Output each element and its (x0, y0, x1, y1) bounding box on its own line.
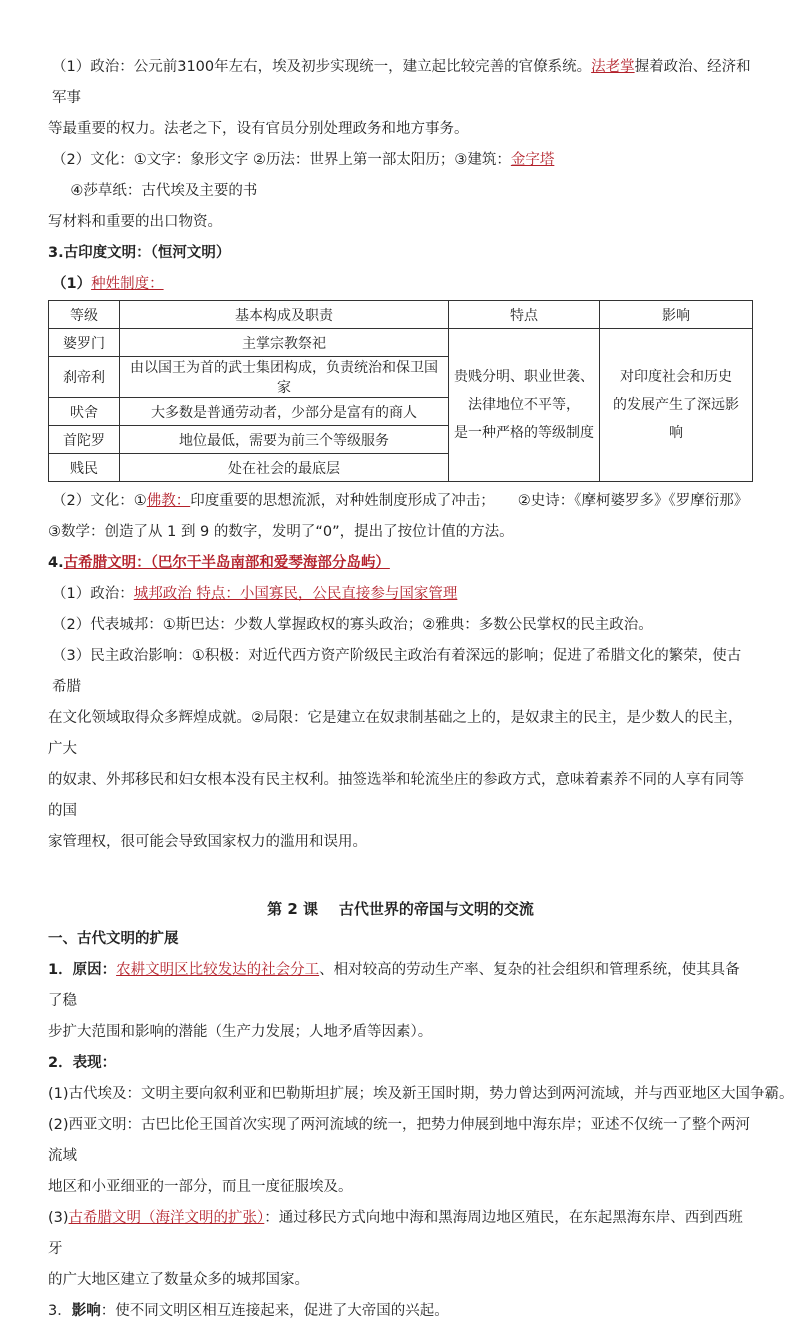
desc-cell: 大多数是普通劳动者，少部分是富有的商人 (120, 398, 449, 426)
impact-text: ：使不同文明区相互连接起来，促进了大帝国的兴起。 (100, 1303, 449, 1319)
greece-heading-num: 4. (48, 555, 64, 571)
greek-text: ：通过移民方式向地中海和黑海周边地区殖民，在东起黑海东岸、西到西班牙 (48, 1210, 743, 1257)
rank-cell: 刹帝利 (49, 357, 120, 398)
egypt-politics-line2: 等最重要的权力。法老之下，设有官员分别处理政务和地方事务。 (48, 121, 469, 137)
greece-democracy-1: （3）民主政治影响：①积极：对近代西方资产阶级民主政治有着深远的影响；促进了希腊文化的繁荣，使古希腊 (52, 648, 742, 695)
impact-cell (600, 329, 753, 482)
rank-cell: 吠舍 (49, 398, 120, 426)
table-row (49, 329, 753, 357)
greece-cities: （2）代表城邦：①斯巴达：少数人掌握政权的寡头政治；②雅典：多数公民掌权的民主政治。 (52, 617, 653, 633)
header-rank: 等级 (49, 301, 120, 329)
greek-expansion (48, 1203, 753, 1265)
impact-line-3: 响 (669, 425, 683, 441)
greece-democracy-2: 在文化领域取得众多辉煌成就。②局限：它是建立在奴隶制基础之上的，是奴隶主的民主，是少数人的民主，广大 (48, 710, 743, 757)
cause-text: 、相对较高的劳动生产率、复杂的社会组织和管理系统，使其具备了稳 (48, 962, 740, 1009)
caste-label (48, 269, 753, 300)
india-culture (48, 486, 753, 517)
lesson-title: 第 2 课 古代世界的帝国与文明的交流 (267, 900, 534, 918)
document-page (48, 52, 794, 1327)
greece-democracy-4: 家管理权，很可能会导致国家权力的滥用和误用。 (48, 834, 367, 850)
rank-cell: 贱民 (49, 454, 120, 482)
header-features: 特点 (449, 301, 600, 329)
egypt-politics-text-2: 握着政治、经济和军事 (52, 59, 751, 106)
desc-cell: 由以国王为首的武士集团构成，负责统治和保卫国家 (120, 357, 449, 398)
india-culture-text-2: 印度重要的思想流派，对种姓制度形成了冲击； ②史诗：《摩柯婆罗多》《罗摩衍那》 (190, 493, 749, 509)
cause-label: 1．原因： (48, 962, 117, 978)
city-state-highlight: 城邦政治 特点：小国寡民，公民直接参与国家管理 (133, 586, 458, 602)
greece-politics (48, 579, 753, 610)
greek-highlight: 古希腊文明（海洋文明的扩张） (68, 1210, 265, 1226)
greek-line-2: 的广大地区建立了数量众多的城邦国家。 (48, 1272, 309, 1288)
cause-highlight: 农耕文明区比较发达的社会分工 (116, 962, 320, 978)
india-heading: 3.古印度文明：（恒河文明） (48, 245, 231, 261)
manifest-label: 2．表现： (48, 1055, 117, 1071)
section-spacer (48, 858, 753, 894)
india-culture-text: （2）文化：① (52, 493, 147, 509)
features-line-2: 法律地位不平等， (468, 397, 580, 413)
greece-heading (48, 548, 753, 579)
features-line-3: 是一种严格的等级制度 (454, 425, 594, 441)
greece-politics-text: （1）政治： (52, 586, 134, 602)
pyramid-highlight: 金字塔 (510, 152, 555, 168)
features-cell (449, 329, 600, 482)
egypt-expansion: (1)古代埃及：文明主要向叙利亚和巴勒斯坦扩展；埃及新王国时期，势力曾达到两河流域，并与西亚地区大国争霸。 (48, 1086, 794, 1102)
westasia-line-1: (2)西亚文明：古巴比伦王国首次实现了两河流域的统一，把势力伸展到地中海东岸；亚述不仅统一了整个两河流域 (48, 1117, 751, 1164)
greece-democracy-3: 的奴隶、外邦移民和妇女根本没有民主权利。抽签选举和轮流坐庄的参政方式，意味着素养不同的人享有同等的国 (48, 772, 744, 819)
greece-heading-highlight: 古希腊文明：（巴尔干半岛南部和爱琴海部分岛屿） (63, 555, 390, 571)
westasia-line-2: 地区和小亚细亚的一部分，而且一度征服埃及。 (48, 1179, 353, 1195)
buddhism-highlight: 佛教： (146, 493, 191, 509)
cause-paragraph (48, 955, 753, 1017)
caste-table (48, 300, 753, 482)
greek-prefix: (3) (48, 1210, 69, 1226)
caste-table-header (49, 301, 753, 329)
cause-line2: 步扩大范围和影响的潜能（生产力发展；人地矛盾等因素）。 (48, 1024, 433, 1040)
impact-line-1: 对印度社会和历史 (620, 369, 732, 385)
pharaoh-highlight: 法老掌 (591, 59, 635, 75)
egypt-politics-text: （1）政治：公元前3100年左右，埃及初步实现统一，建立起比较完善的官僚系统。 (52, 59, 592, 75)
egypt-politics (48, 52, 753, 114)
features-line-1: 贵贱分明、职业世袭、 (454, 369, 594, 385)
impact-label: 影响 (71, 1303, 101, 1319)
rank-cell: 首陀罗 (49, 426, 120, 454)
egypt-culture-line2: 写材料和重要的出口物资。 (48, 214, 222, 230)
caste-label-num: （1） (52, 276, 92, 292)
section-heading: 一、古代文明的扩展 (48, 931, 179, 947)
egypt-culture-text: （2）文化：①文字：象形文字 ②历法：世界上第一部太阳历；③建筑： (52, 152, 511, 168)
caste-highlight: 种姓制度： (91, 276, 164, 292)
impact-paragraph (48, 1296, 753, 1327)
desc-cell: 主掌宗教祭祀 (120, 329, 449, 357)
egypt-culture-text-2: ④莎草纸：古代埃及主要的书 (52, 183, 258, 199)
impact-prefix: 3． (48, 1303, 72, 1319)
rank-cell: 婆罗门 (49, 329, 120, 357)
india-math: ③数学：创造了从 1 到 9 的数字，发明了“0”，提出了按位计值的方法。 (48, 524, 514, 540)
impact-line-2: 的发展产生了深远影 (613, 397, 739, 413)
header-impact: 影响 (600, 301, 753, 329)
header-desc: 基本构成及职责 (120, 301, 449, 329)
desc-cell: 地位最低，需要为前三个等级服务 (120, 426, 449, 454)
desc-cell: 处在社会的最底层 (120, 454, 449, 482)
egypt-culture (48, 145, 753, 207)
